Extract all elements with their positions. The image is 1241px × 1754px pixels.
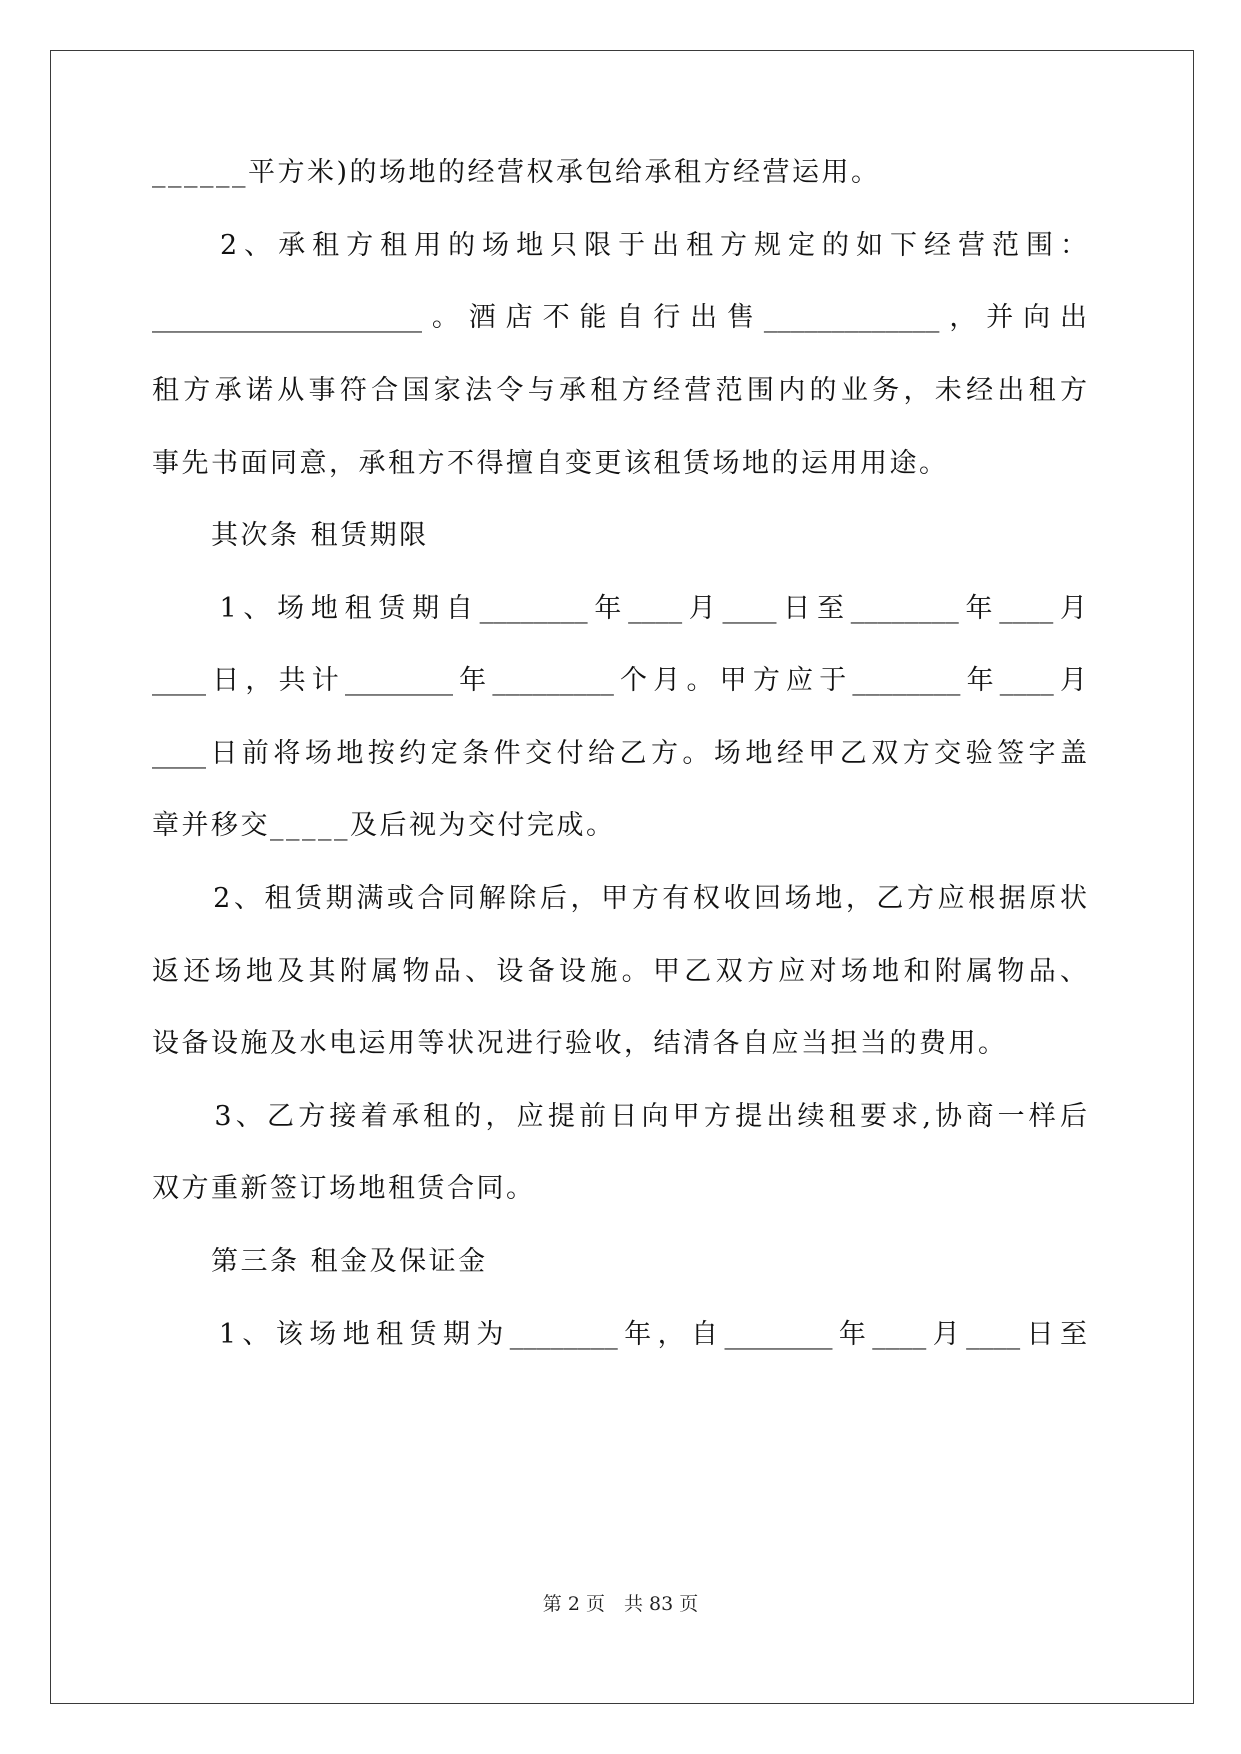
- page-number: 第 2 页 共 83 页: [542, 1593, 699, 1615]
- paragraph-line: ______平方米)的场地的经营权承包给承租方经营运用。: [152, 157, 881, 188]
- section-heading: 其次条 租赁期限: [152, 520, 429, 551]
- paragraph-line: 租方承诺从事符合国家法令与承租方经营范围内的业务，未经出租方: [152, 375, 1087, 406]
- paragraph-line: 返还场地及其附属物品、设备设施。甲乙双方应对场地和附属物品、: [152, 956, 1087, 987]
- paragraph-line: ____________________。酒店不能自行出售_____________，并向出: [152, 302, 1087, 333]
- paragraph-line: 1、场地租赁期自________年____月____日至________年____月: [152, 593, 1087, 624]
- paragraph-line: 1、该场地租赁期为________年，自________年____月____日至: [152, 1319, 1087, 1350]
- paragraph-line: 2、承租方租用的场地只限于出租方规定的如下经营范围：: [152, 230, 1087, 261]
- paragraph-line: ____日，共计________年_________个月。甲方应于________年____月: [152, 665, 1087, 696]
- paragraph-line: 事先书面同意，承租方不得擅自变更该租赁场地的运用用途。: [152, 448, 949, 479]
- paragraph-line: 2、租赁期满或合同解除后，甲方有权收回场地，乙方应根据原状: [152, 883, 1087, 914]
- paragraph-line: 双方重新签订场地租赁合同。: [152, 1173, 536, 1204]
- paragraph-line: ____日前将场地按约定条件交付给乙方。场地经甲乙双方交验签字盖: [152, 738, 1087, 769]
- paragraph-line: 设备设施及水电运用等状况进行验收，结清各自应当担当的费用。: [152, 1028, 1008, 1059]
- paragraph-line: 章并移交_____及后视为交付完成。: [152, 810, 616, 841]
- paragraph-line: 3、乙方接着承租的，应提前日向甲方提出续租要求,协商一样后: [152, 1101, 1087, 1132]
- section-heading: 第三条 租金及保证金: [152, 1246, 488, 1277]
